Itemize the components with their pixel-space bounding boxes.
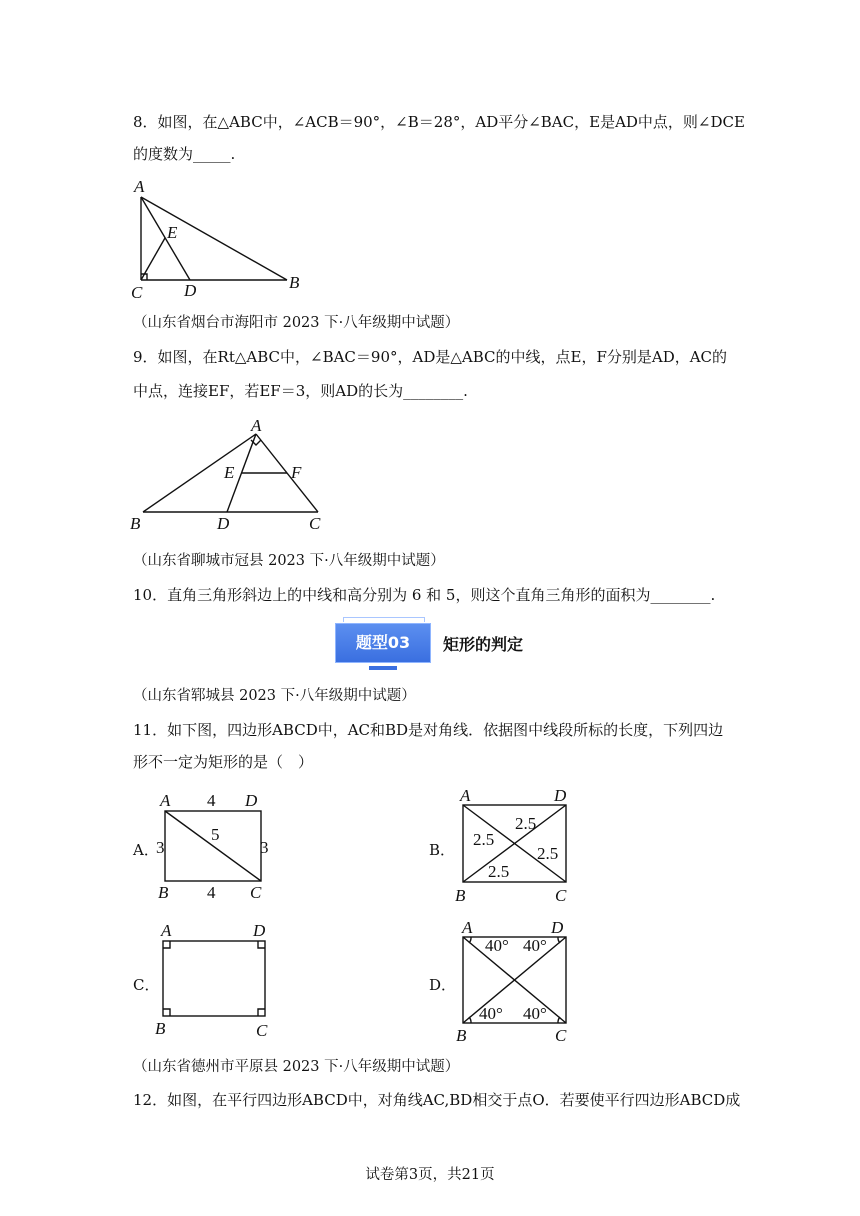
option-a-figure	[165, 811, 261, 881]
section-title: 矩形的判定	[443, 634, 524, 654]
opt-b-seg-top: 2.5	[515, 814, 537, 833]
q8-text-line2: 的度数为_____.	[133, 145, 236, 163]
q8-label-e: E	[167, 223, 178, 242]
q9-label-f: F	[291, 463, 302, 482]
opt-b-seg-bottom: 2.5	[488, 862, 510, 881]
opt-a-top-length: 4	[207, 791, 216, 810]
q8-label-d: D	[184, 281, 197, 300]
opt-d-vertex-c: C	[555, 1026, 567, 1045]
q9-label-c: C	[309, 514, 321, 533]
q10-text: 10．直角三角形斜边上的中线和高分别为 6 和 5，则这个直角三角形的面积为________.	[133, 586, 716, 604]
opt-a-bottom-length: 4	[207, 883, 216, 902]
opt-a-vertex-c: C	[250, 883, 262, 902]
opt-c-vertex-c: C	[256, 1021, 268, 1040]
opt-b-seg-left: 2.5	[473, 830, 495, 849]
opt-d-angle-top-right: 40°	[523, 936, 547, 955]
q8-label-b: B	[289, 273, 300, 292]
opt-b-seg-right: 2.5	[537, 844, 559, 863]
page-footer: 试卷第3页，共21页	[365, 1167, 495, 1183]
option-c-label[interactable]: C．	[133, 976, 160, 994]
opt-d-angle-top-left: 40°	[485, 936, 509, 955]
opt-d-vertex-b: B	[456, 1026, 467, 1045]
opt-a-vertex-d: D	[245, 791, 258, 810]
opt-a-diagonal-length: 5	[211, 825, 220, 844]
q8-label-c: C	[131, 283, 143, 302]
q11-text-line2: 形不一定为矩形的是（ ）	[133, 753, 314, 771]
q9-label-e: E	[224, 463, 235, 482]
opt-c-vertex-d: D	[253, 921, 266, 940]
opt-d-angle-bottom-left: 40°	[479, 1004, 503, 1023]
q9-label-a: A	[251, 416, 262, 435]
q11-text-line1: 11．如下图，四边形ABCD中，AC和BD是对角线．依据图中线段所标的长度，下列四边	[133, 721, 724, 739]
option-a-label[interactable]: A．	[133, 841, 159, 859]
option-d-label[interactable]: D．	[429, 976, 457, 994]
option-b-label[interactable]: B．	[429, 841, 456, 859]
opt-c-vertex-b: B	[155, 1019, 166, 1038]
opt-a-vertex-a: A	[160, 791, 171, 810]
q11-source: （山东省郓城县 2023 下·八年级期中试题）	[133, 688, 416, 704]
option-c-figure	[163, 941, 265, 1016]
opt-b-vertex-d: D	[554, 786, 567, 805]
opt-d-angle-bottom-right: 40°	[523, 1004, 547, 1023]
opt-a-right-length: 3	[260, 838, 269, 857]
q12-text-line1: 12．如图，在平行四边形ABCD中，对角线AC,BD相交于点O．若要使平行四边形ABCD成	[133, 1091, 741, 1109]
q9-source: （山东省烟台市海阳市 2023 下·八年级期中试题）	[133, 315, 460, 331]
opt-d-vertex-d: D	[551, 918, 564, 937]
opt-d-vertex-a: A	[462, 918, 473, 937]
opt-b-vertex-a: A	[460, 786, 471, 805]
opt-c-vertex-a: A	[161, 921, 172, 940]
q8-text-line1: 8．如图，在△ABC中，∠ACB＝90°，∠B＝28°，AD平分∠BAC，E是AD中点，则∠DCE	[133, 113, 745, 131]
opt-b-vertex-b: B	[455, 886, 466, 905]
opt-a-left-length: 3	[156, 838, 165, 857]
q12-source: （山东省德州市平原县 2023 下·八年级期中试题）	[133, 1059, 460, 1075]
q9-text-line2: 中点，连接EF，若EF＝3，则AD的长为________.	[133, 382, 468, 400]
q8-label-a: A	[134, 177, 145, 196]
section-badge-text: 题型03	[355, 633, 411, 652]
q10-source: （山东省聊城市冠县 2023 下·八年级期中试题）	[133, 553, 445, 569]
opt-b-vertex-c: C	[555, 886, 567, 905]
q9-label-d: D	[217, 514, 230, 533]
q9-label-b: B	[130, 514, 141, 533]
opt-a-vertex-b: B	[158, 883, 169, 902]
q9-text-line1: 9．如图，在Rt△ABC中，∠BAC＝90°，AD是△ABC的中线，点E，F分别是AD，AC的	[133, 348, 728, 366]
